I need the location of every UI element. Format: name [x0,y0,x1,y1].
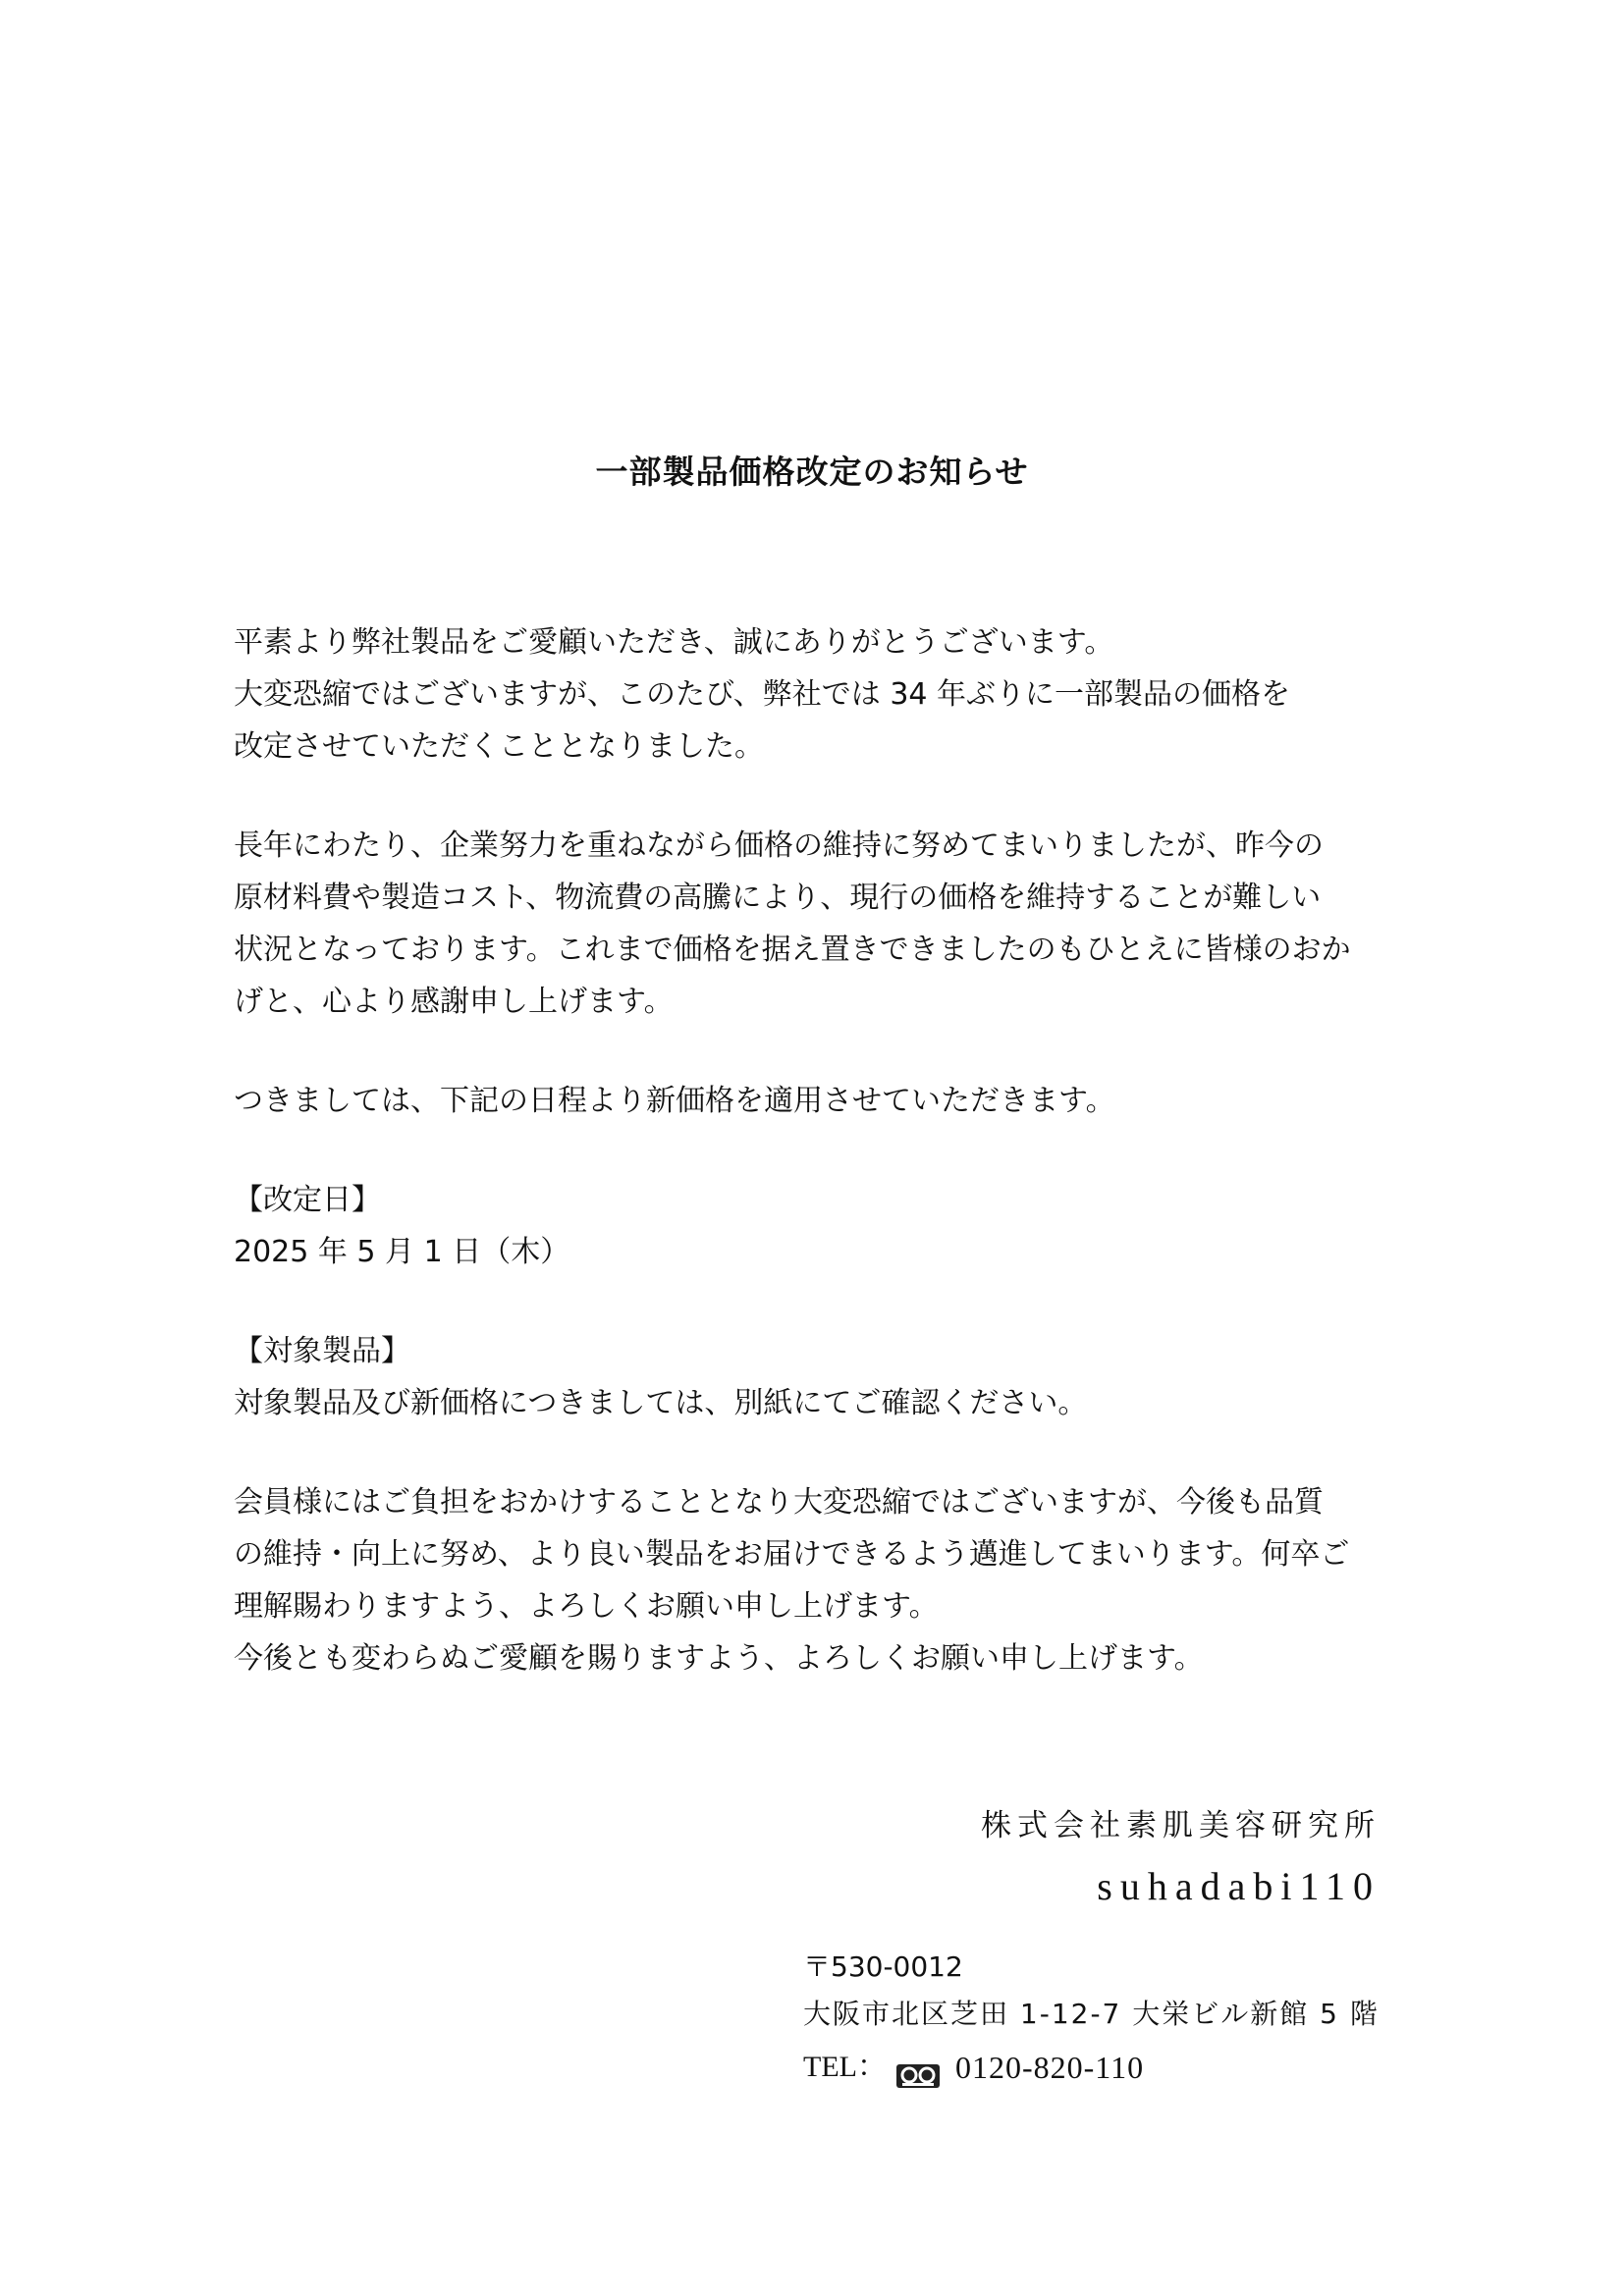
postal-code: 〒530-0012 [803,1950,963,1983]
revision-heading: 【改定日】 [234,1183,381,1217]
company-name: 株式会社素肌美容研究所 [981,1808,1380,1843]
document-body [234,616,1392,1684]
body-line: 長年にわたり、企業努力を重ねながら価格の維持に努めてまいりましたが、昨今の [234,828,1324,863]
paragraph-gap [234,1429,1392,1476]
body-line: 理解賜わりますよう、よろしくお願い申し上げます。 [234,1589,939,1624]
body-line: つきましては、下記の日程より新価格を適用させていただきます。 [234,1084,1115,1118]
paragraph-gap [234,1278,1392,1325]
products-heading: 【対象製品】 [234,1334,410,1368]
body-line: げと、心より感謝申し上げます。 [234,985,674,1019]
document-title: 一部製品価格改定のお知らせ [595,453,1029,491]
tel-label: TEL： [803,2051,887,2083]
paragraph-gap [234,773,1392,820]
products-text: 対象製品及び新価格につきましては、別紙にてご確認ください。 [234,1386,1088,1420]
body-line: 状況となっております。これまで価格を据え置きできましたのもひとえに皆様のおか [234,933,1351,967]
free-dial-icon [896,2056,940,2079]
body-line: 改定させていただくこととなりました。 [234,729,764,764]
paragraph-gap [234,1127,1392,1174]
street-address: 大阪市北区芝田 1-12-7 大栄ビル新館 5 階 [803,1998,1380,2030]
tel-number: 0120-820-110 [954,2050,1145,2085]
paragraph-gap [234,1028,1392,1075]
body-line: 原材料費や製造コスト、物流費の高騰により、現行の価格を維持することが難しい [234,881,1322,915]
revision-date: 2025 年 5 月 1 日（木） [234,1235,570,1269]
body-line: 平素より弊社製品をご愛顧いただき、誠にありがとうございます。 [234,625,1114,660]
body-line: 今後とも変わらぬご愛顧を賜りますよう、よろしくお願い申し上げます。 [234,1641,1204,1676]
brand-name: suhadabi110 [1097,1864,1380,1908]
body-line: 会員様にはご負担をおかけすることとなり大変恐縮ではございますが、今後も品質 [234,1485,1324,1520]
signature-block [981,1804,1380,1912]
body-line: 大変恐縮ではございますが、このたび、弊社では 34 年ぶりに一部製品の価格を [234,677,1291,712]
telephone-row [803,2044,1380,2091]
address-block [803,1944,1380,2091]
body-line: の維持・向上に努め、より良い製品をお届けできるよう邁進してまいります。何卒ご [234,1537,1350,1572]
